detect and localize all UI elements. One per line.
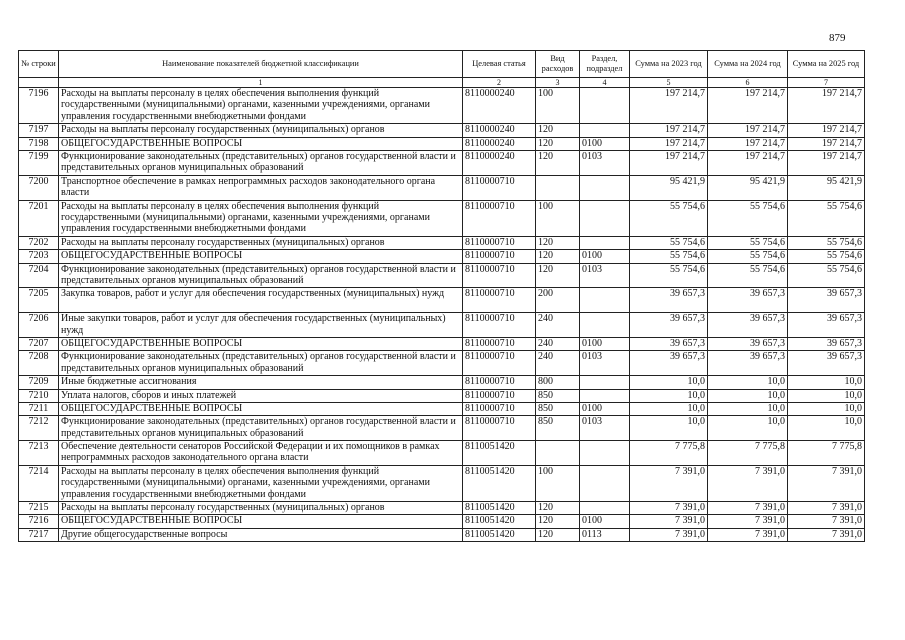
- sum-2025-cell: 55 754,6: [788, 250, 865, 263]
- target-article-cell: 8110000710: [463, 416, 536, 441]
- expense-type-cell: 120: [536, 137, 580, 150]
- table-row: [19, 250, 865, 263]
- section-cell: [580, 389, 630, 402]
- sum-2025-cell: 197 214,7: [788, 88, 865, 124]
- row-number-cell: 7215: [19, 502, 59, 515]
- section-cell: [580, 175, 630, 200]
- sum-2024-cell: 39 657,3: [708, 337, 788, 350]
- sum-2025-cell: 7 775,8: [788, 441, 865, 466]
- sum-2023-cell: 39 657,3: [630, 313, 708, 338]
- sum-2025-cell: 55 754,6: [788, 200, 865, 236]
- header-row: [19, 51, 865, 78]
- indicator-name-cell: Функционирование законодательных (представительных) органов государственной власти и представительных органов муниципальных образований: [59, 263, 463, 288]
- row-number-cell: 7206: [19, 313, 59, 338]
- table-row: [19, 376, 865, 389]
- sum-2024-cell: 10,0: [708, 416, 788, 441]
- row-number-cell: 7217: [19, 528, 59, 541]
- row-number-cell: 7199: [19, 150, 59, 175]
- section-cell: 0103: [580, 150, 630, 175]
- header-indicator-name: Наименование показателей бюджетной классификации: [59, 51, 463, 78]
- indicator-name-cell: Другие общегосударственные вопросы: [59, 528, 463, 541]
- indicator-name-cell: Закупка товаров, работ и услуг для обеспечения государственных (муниципальных) нужд: [59, 288, 463, 313]
- column-number: 1: [59, 78, 463, 88]
- row-number-cell: 7216: [19, 515, 59, 528]
- indicator-name-cell: Функционирование законодательных (представительных) органов государственной власти и представительных органов муниципальных образований: [59, 351, 463, 376]
- row-number-cell: 7197: [19, 124, 59, 137]
- sum-2023-cell: 39 657,3: [630, 288, 708, 313]
- sum-2025-cell: 39 657,3: [788, 313, 865, 338]
- target-article-cell: 8110000240: [463, 137, 536, 150]
- header-sum-2023: Сумма на 2023 год: [630, 51, 708, 78]
- table-row: [19, 137, 865, 150]
- header-sum-2025: Сумма на 2025 год: [788, 51, 865, 78]
- target-article-cell: 8110000710: [463, 337, 536, 350]
- row-number-cell: 7212: [19, 416, 59, 441]
- table-row: [19, 200, 865, 236]
- indicator-name-cell: Расходы на выплаты персоналу в целях обеспечения выполнения функций государственными (муниципальными) органами, казенными учреждениями, органами управления государственными внебюджетными фондами: [59, 465, 463, 501]
- sum-2023-cell: 7 391,0: [630, 502, 708, 515]
- column-number: 7: [788, 78, 865, 88]
- sum-2023-cell: 197 214,7: [630, 88, 708, 124]
- sum-2025-cell: 10,0: [788, 402, 865, 415]
- sum-2023-cell: 10,0: [630, 402, 708, 415]
- row-number-cell: 7210: [19, 389, 59, 402]
- header-sum-2024: Сумма на 2024 год: [708, 51, 788, 78]
- target-article-cell: 8110051420: [463, 465, 536, 501]
- sum-2025-cell: 39 657,3: [788, 351, 865, 376]
- column-number: 6: [708, 78, 788, 88]
- header-row-number: № строки: [19, 51, 59, 78]
- row-number-cell: 7205: [19, 288, 59, 313]
- table-row: [19, 502, 865, 515]
- sum-2024-cell: 55 754,6: [708, 250, 788, 263]
- expense-type-cell: 120: [536, 502, 580, 515]
- expense-type-cell: 100: [536, 88, 580, 124]
- expense-type-cell: 120: [536, 250, 580, 263]
- section-cell: [580, 376, 630, 389]
- section-cell: 0100: [580, 137, 630, 150]
- row-number-cell: 7201: [19, 200, 59, 236]
- row-number-cell: 7214: [19, 465, 59, 501]
- target-article-cell: 8110000710: [463, 288, 536, 313]
- expense-type-cell: 120: [536, 236, 580, 249]
- indicator-name-cell: ОБЩЕГОСУДАРСТВЕННЫЕ ВОПРОСЫ: [59, 137, 463, 150]
- table-row: [19, 389, 865, 402]
- expense-type-cell: 120: [536, 124, 580, 137]
- indicator-name-cell: ОБЩЕГОСУДАРСТВЕННЫЕ ВОПРОСЫ: [59, 402, 463, 415]
- indicator-name-cell: Расходы на выплаты персоналу в целях обеспечения выполнения функций государственными (муниципальными) органами, казенными учреждениями, органами управления государственными внебюджетными фондами: [59, 88, 463, 124]
- row-number-cell: 7198: [19, 137, 59, 150]
- expense-type-cell: 120: [536, 150, 580, 175]
- target-article-cell: 8110000710: [463, 402, 536, 415]
- sum-2025-cell: 10,0: [788, 389, 865, 402]
- target-article-cell: 8110051420: [463, 441, 536, 466]
- sum-2024-cell: 55 754,6: [708, 263, 788, 288]
- target-article-cell: 8110000710: [463, 389, 536, 402]
- section-cell: [580, 465, 630, 501]
- table-row: [19, 288, 865, 313]
- sum-2025-cell: 55 754,6: [788, 236, 865, 249]
- sum-2023-cell: 55 754,6: [630, 250, 708, 263]
- sum-2025-cell: 197 214,7: [788, 137, 865, 150]
- expense-type-cell: 200: [536, 288, 580, 313]
- target-article-cell: 8110000710: [463, 313, 536, 338]
- sum-2024-cell: 7 391,0: [708, 515, 788, 528]
- expense-type-cell: 120: [536, 515, 580, 528]
- table-row: [19, 465, 865, 501]
- indicator-name-cell: ОБЩЕГОСУДАРСТВЕННЫЕ ВОПРОСЫ: [59, 337, 463, 350]
- sum-2024-cell: 55 754,6: [708, 236, 788, 249]
- target-article-cell: 8110051420: [463, 515, 536, 528]
- sum-2023-cell: 39 657,3: [630, 351, 708, 376]
- target-article-cell: 8110051420: [463, 528, 536, 541]
- expense-type-cell: 240: [536, 351, 580, 376]
- sum-2025-cell: 197 214,7: [788, 124, 865, 137]
- sum-2024-cell: 55 754,6: [708, 200, 788, 236]
- target-article-cell: 8110000710: [463, 250, 536, 263]
- table-row: [19, 337, 865, 350]
- indicator-name-cell: Расходы на выплаты персоналу в целях обеспечения выполнения функций государственными (муниципальными) органами, казенными учреждениями, органами управления государственными внебюджетными фондами: [59, 200, 463, 236]
- sum-2025-cell: 39 657,3: [788, 288, 865, 313]
- sum-2025-cell: 55 754,6: [788, 263, 865, 288]
- section-cell: 0103: [580, 263, 630, 288]
- sum-2023-cell: 7 391,0: [630, 465, 708, 501]
- row-number-cell: 7196: [19, 88, 59, 124]
- column-number-row: [19, 78, 865, 88]
- table-row: [19, 313, 865, 338]
- target-article-cell: 8110000710: [463, 236, 536, 249]
- sum-2024-cell: 95 421,9: [708, 175, 788, 200]
- column-number: 5: [630, 78, 708, 88]
- indicator-name-cell: Иные закупки товаров, работ и услуг для обеспечения государственных (муниципальных) нужд: [59, 313, 463, 338]
- column-number: 2: [463, 78, 536, 88]
- sum-2025-cell: 39 657,3: [788, 337, 865, 350]
- table-row: [19, 175, 865, 200]
- sum-2024-cell: 39 657,3: [708, 288, 788, 313]
- section-cell: [580, 124, 630, 137]
- section-cell: [580, 236, 630, 249]
- sum-2023-cell: 55 754,6: [630, 263, 708, 288]
- table-row: [19, 150, 865, 175]
- indicator-name-cell: Обеспечение деятельности сенаторов Российской Федерации и их помощников в рамках непрограммных расходов законодательного органа власти: [59, 441, 463, 466]
- sum-2023-cell: 7 391,0: [630, 515, 708, 528]
- target-article-cell: 8110000240: [463, 88, 536, 124]
- sum-2023-cell: 7 775,8: [630, 441, 708, 466]
- sum-2023-cell: 55 754,6: [630, 236, 708, 249]
- sum-2023-cell: 10,0: [630, 416, 708, 441]
- sum-2025-cell: 10,0: [788, 376, 865, 389]
- sum-2025-cell: 10,0: [788, 416, 865, 441]
- budget-table: [18, 50, 865, 542]
- expense-type-cell: 240: [536, 337, 580, 350]
- expense-type-cell: 120: [536, 528, 580, 541]
- target-article-cell: 8110000710: [463, 200, 536, 236]
- indicator-name-cell: Уплата налогов, сборов и иных платежей: [59, 389, 463, 402]
- sum-2023-cell: 197 214,7: [630, 124, 708, 137]
- header-target-article: Целевая статья: [463, 51, 536, 78]
- expense-type-cell: [536, 441, 580, 466]
- expense-type-cell: 240: [536, 313, 580, 338]
- sum-2024-cell: 39 657,3: [708, 313, 788, 338]
- table-row: [19, 441, 865, 466]
- row-number-cell: 7202: [19, 236, 59, 249]
- sum-2025-cell: 7 391,0: [788, 465, 865, 501]
- sum-2023-cell: 95 421,9: [630, 175, 708, 200]
- sum-2024-cell: 10,0: [708, 389, 788, 402]
- sum-2025-cell: 7 391,0: [788, 515, 865, 528]
- table-row: [19, 351, 865, 376]
- section-cell: [580, 313, 630, 338]
- table-row: [19, 528, 865, 541]
- sum-2023-cell: 10,0: [630, 376, 708, 389]
- expense-type-cell: 120: [536, 263, 580, 288]
- target-article-cell: 8110000240: [463, 124, 536, 137]
- sum-2024-cell: 197 214,7: [708, 150, 788, 175]
- expense-type-cell: 100: [536, 465, 580, 501]
- expense-type-cell: 850: [536, 402, 580, 415]
- sum-2024-cell: 10,0: [708, 402, 788, 415]
- row-number-cell: 7211: [19, 402, 59, 415]
- table-row: [19, 88, 865, 124]
- row-number-cell: 7208: [19, 351, 59, 376]
- column-number: 4: [580, 78, 630, 88]
- table-row: [19, 402, 865, 415]
- target-article-cell: 8110000710: [463, 175, 536, 200]
- indicator-name-cell: Функционирование законодательных (представительных) органов государственной власти и представительных органов муниципальных образований: [59, 416, 463, 441]
- section-cell: 0100: [580, 337, 630, 350]
- expense-type-cell: 850: [536, 389, 580, 402]
- indicator-name-cell: Транспортное обеспечение в рамках непрограммных расходов законодательного органа власти: [59, 175, 463, 200]
- expense-type-cell: 100: [536, 200, 580, 236]
- header-section: Раздел, подраздел: [580, 51, 630, 78]
- sum-2023-cell: 197 214,7: [630, 137, 708, 150]
- row-number-cell: 7203: [19, 250, 59, 263]
- target-article-cell: 8110000710: [463, 376, 536, 389]
- indicator-name-cell: Расходы на выплаты персоналу государственных (муниципальных) органов: [59, 502, 463, 515]
- header-expense-type: Вид расходов: [536, 51, 580, 78]
- sum-2025-cell: 7 391,0: [788, 502, 865, 515]
- row-number-cell: 7213: [19, 441, 59, 466]
- section-cell: [580, 288, 630, 313]
- sum-2024-cell: 39 657,3: [708, 351, 788, 376]
- row-number-cell: 7209: [19, 376, 59, 389]
- sum-2025-cell: 197 214,7: [788, 150, 865, 175]
- table-row: [19, 263, 865, 288]
- page-number: 879: [829, 32, 846, 44]
- sum-2023-cell: 39 657,3: [630, 337, 708, 350]
- section-cell: 0103: [580, 416, 630, 441]
- indicator-name-cell: ОБЩЕГОСУДАРСТВЕННЫЕ ВОПРОСЫ: [59, 515, 463, 528]
- sum-2024-cell: 7 391,0: [708, 465, 788, 501]
- section-cell: [580, 88, 630, 124]
- row-number-cell: 7204: [19, 263, 59, 288]
- target-article-cell: 8110000710: [463, 263, 536, 288]
- column-number: 3: [536, 78, 580, 88]
- section-cell: [580, 441, 630, 466]
- sum-2024-cell: 197 214,7: [708, 88, 788, 124]
- sum-2025-cell: 95 421,9: [788, 175, 865, 200]
- sum-2023-cell: 55 754,6: [630, 200, 708, 236]
- table-row: [19, 124, 865, 137]
- section-cell: 0100: [580, 402, 630, 415]
- sum-2024-cell: 10,0: [708, 376, 788, 389]
- section-cell: [580, 502, 630, 515]
- sum-2024-cell: 7 391,0: [708, 528, 788, 541]
- sum-2024-cell: 197 214,7: [708, 124, 788, 137]
- table-row: [19, 515, 865, 528]
- sum-2023-cell: 7 391,0: [630, 528, 708, 541]
- section-cell: 0100: [580, 515, 630, 528]
- sum-2024-cell: 7 775,8: [708, 441, 788, 466]
- row-number-cell: 7207: [19, 337, 59, 350]
- target-article-cell: 8110000710: [463, 351, 536, 376]
- indicator-name-cell: Функционирование законодательных (представительных) органов государственной власти и представительных органов муниципальных образований: [59, 150, 463, 175]
- expense-type-cell: [536, 175, 580, 200]
- expense-type-cell: 850: [536, 416, 580, 441]
- section-cell: 0103: [580, 351, 630, 376]
- expense-type-cell: 800: [536, 376, 580, 389]
- column-number: [19, 78, 59, 88]
- table-row: [19, 236, 865, 249]
- sum-2025-cell: 7 391,0: [788, 528, 865, 541]
- row-number-cell: 7200: [19, 175, 59, 200]
- sum-2023-cell: 10,0: [630, 389, 708, 402]
- sum-2023-cell: 197 214,7: [630, 150, 708, 175]
- table-row: [19, 416, 865, 441]
- indicator-name-cell: ОБЩЕГОСУДАРСТВЕННЫЕ ВОПРОСЫ: [59, 250, 463, 263]
- target-article-cell: 8110051420: [463, 502, 536, 515]
- sum-2024-cell: 197 214,7: [708, 137, 788, 150]
- section-cell: 0100: [580, 250, 630, 263]
- indicator-name-cell: Расходы на выплаты персоналу государственных (муниципальных) органов: [59, 236, 463, 249]
- indicator-name-cell: Иные бюджетные ассигнования: [59, 376, 463, 389]
- target-article-cell: 8110000240: [463, 150, 536, 175]
- indicator-name-cell: Расходы на выплаты персоналу государственных (муниципальных) органов: [59, 124, 463, 137]
- section-cell: 0113: [580, 528, 630, 541]
- section-cell: [580, 200, 630, 236]
- sum-2024-cell: 7 391,0: [708, 502, 788, 515]
